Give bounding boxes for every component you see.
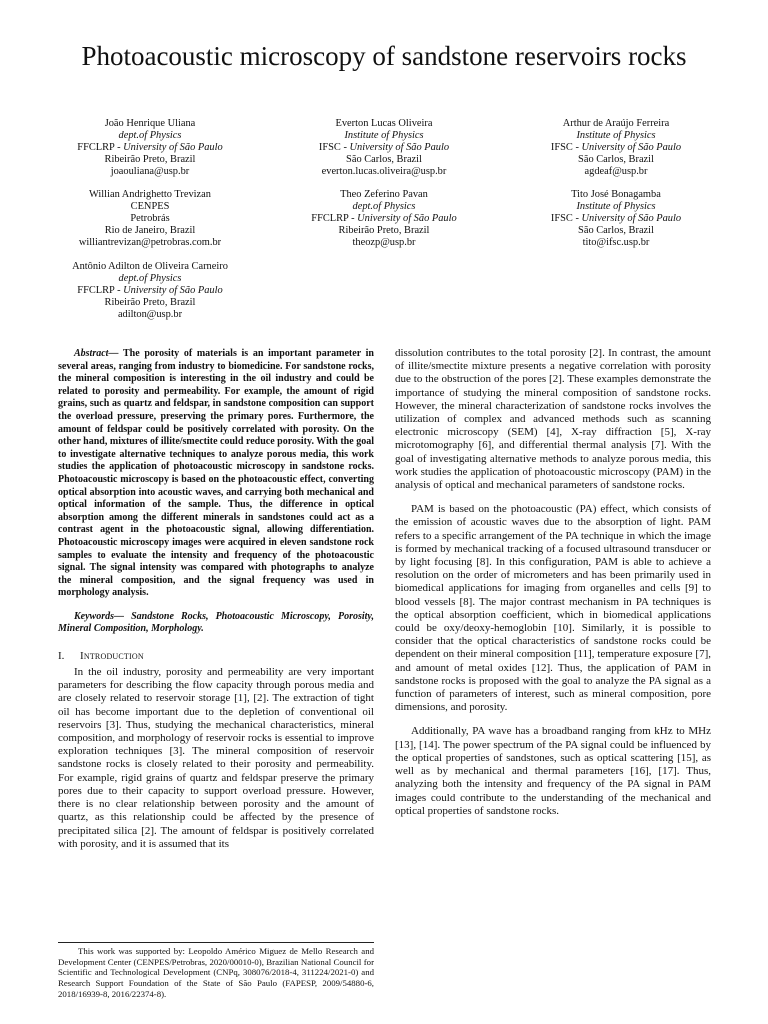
author-affiliation: IFSC - University of São Paulo xyxy=(550,142,682,153)
author-block xyxy=(496,118,736,178)
abstract xyxy=(58,348,374,600)
author-email: theozp@usp.br xyxy=(352,237,416,248)
author-name: Everton Lucas Oliveira xyxy=(335,118,433,129)
author-org: IFSC xyxy=(318,142,341,153)
author-block xyxy=(30,189,270,249)
author-email: adilton@usp.br xyxy=(117,309,183,320)
paper-title: Photoacoustic microscopy of sandstone reservoirs rocks xyxy=(81,41,687,71)
author-dept: dept.of Physics xyxy=(352,201,416,212)
author-email: joaouliana@usp.br xyxy=(110,166,190,177)
author-city: Ribeirão Preto, Brazil xyxy=(104,154,196,165)
author-block xyxy=(496,189,736,249)
author-block xyxy=(264,118,504,178)
author-name: Antônio Adilton de Oliveira Carneiro xyxy=(72,261,228,272)
author-affiliation: FFCLRP - University of São Paulo xyxy=(77,142,223,153)
footnote-divider xyxy=(58,942,374,943)
author-dept: Institute of Physics xyxy=(344,130,424,141)
author-city: Rio de Janeiro, Brazil xyxy=(104,225,196,236)
author-org: IFSC xyxy=(550,213,573,224)
author-email: agdeaf@usp.br xyxy=(584,166,648,177)
body-paragraph: In the oil industry, porosity and permeability are very important parameters for describing the flow capacity through porous media and are closely related to reservoir storage [1], [2]. The extraction of tight oil has become important due to the depletion of conventional oil reservoirs [3]. Thus, studying the mechanical characteristics, mineral composition, and morphology of reservoir rocks is essential to improve exploration techniques [3]. The mineral composition of reservoir sandstone rocks is closely related to their porosity and permeability. For example, rigid grains of quartz and feldspar preserve the primary pores due to their capacity to support overload pressure. However, there is no clear relationship between porosity and the amount of quartz, as this relationship could be affected by the presence of precipitated silica [2]. The amount of feldspar is positively correlated with porosity, and it is assumed that its xyxy=(58,666,374,850)
author-name: João Henrique Uliana xyxy=(104,118,196,129)
author-dept: CENPES xyxy=(130,201,170,212)
author-city: São Carlos, Brazil xyxy=(578,225,654,236)
abstract-label: Abstract— xyxy=(74,348,119,359)
author-block xyxy=(30,261,270,321)
left-column xyxy=(58,348,374,862)
body-paragraph: dissolution contributes to the total porosity [2]. In contrast, the amount of illite/smectite mixture presents a negative correlation with porosity due to the obstruction of the pores [2]. These examples demonstrate the importance of studying the mineral composition of sandstone rocks. However, the mineral characterization of sandstone rocks involves the utilization of complex and advanced methods such as scanning electronic microscopy (SEM) [4], X-ray diffraction [5], X-ray microtomography [6], and differential thermal analysis [7]. With the goal of investigating alternative methods to analyze porous media, this work studies the application of photoacoustic microscopy (PAM) in the analysis of optical and mechanical parameters of sandstone rocks. xyxy=(395,347,711,492)
author-email: everton.lucas.oliveira@usp.br xyxy=(321,166,447,177)
author-block xyxy=(264,189,504,249)
author-univ: University of São Paulo xyxy=(581,213,682,224)
body-paragraph: Additionally, PA wave has a broadband ranging from kHz to MHz [13], [14]. The power spectrum of the PA signal could be influenced by the optical properties of sandstones, such as optical scattering [15], as well as by mechanical and thermal parameters [16], [17]. Thus, analyzing both the intensity and frequency of the PA signal in PAM images could contribute to the understanding of the mechanical and optical properties of sandstone rocks. xyxy=(395,725,711,817)
author-univ: University of São Paulo xyxy=(357,213,457,224)
author-city: Ribeirão Preto, Brazil xyxy=(338,225,430,236)
section-title: Introduction xyxy=(80,650,144,663)
author-block xyxy=(30,118,270,178)
author-dept: Institute of Physics xyxy=(576,201,656,212)
author-email: tito@ifsc.usp.br xyxy=(582,237,650,248)
author-org: FFCLRP xyxy=(311,213,349,224)
keywords: Keywords— Sandstone Rocks, Photoacoustic Microscopy, Porosity, Mineral Composition, Morphology. xyxy=(58,610,374,635)
author-affiliation: IFSC - University of São Paulo xyxy=(550,213,682,224)
author-affiliation: IFSC - University of São Paulo xyxy=(318,142,450,153)
section-heading xyxy=(58,650,374,662)
right-column xyxy=(395,347,711,829)
author-city: São Carlos, Brazil xyxy=(578,154,654,165)
author-dept: dept.of Physics xyxy=(118,130,182,141)
author-dept: dept.of Physics xyxy=(118,273,182,284)
author-city: São Carlos, Brazil xyxy=(346,154,422,165)
author-name: Theo Zeferino Pavan xyxy=(340,189,428,200)
author-affiliation: FFCLRP - University of São Paulo xyxy=(311,213,457,224)
author-univ: University of São Paulo xyxy=(123,285,223,296)
author-city: Ribeirão Preto, Brazil xyxy=(104,297,196,308)
author-name: Arthur de Araújo Ferreira xyxy=(562,118,670,129)
author-org: IFSC xyxy=(550,142,573,153)
body-paragraph: PAM is based on the photoacoustic (PA) effect, which consists of the emission of acoustic waves due to the absorption of light. PAM refers to a specific arrangement of the PA technique in which the image is formed by mechanical tracking of a focused ultrasound transducer or by light focusing [8]. In this configuration, PAM is able to achieve a resolution on the order of micrometers and has been primarily used in biomedical applications for imaging from organelles and cells [9] to blood vessels [8]. The major contrast mechanism in PA techniques is the optical absorption coefficient, which in biomedical applications could be oxy/deoxy-hemoglobin [10]. Similarly, it is possible to consider that the optical characteristics of sandstone rocks could be dependent on their mineral composition [11], temperature exposure [7], and amount of metal oxides [12]. Thus, the application of PAM in sandstone rocks is proposed with the goal to analyze the PA signal as a function of parameters of interest, such as mineral composition, pore dimensions, and porosity. xyxy=(395,503,711,714)
author-org: FFCLRP xyxy=(77,142,115,153)
author-org: Petrobrás xyxy=(130,213,170,224)
author-univ: University of São Paulo xyxy=(349,142,450,153)
footnote: This work was supported by: Leopoldo Américo Miguez de Mello Research and Development Center (CENPES/Petrobras, 2020/00010-0), Brazilian National Council for Scientific and Technological Development (CNPq, 308076/2018-4, 311224/2021-0) and Research Support Foundation of the State of São Paulo (FAPESP, 2009/54880-6, 2018/16939-8, 2016/22374-8). xyxy=(58,946,374,999)
author-name: Tito José Bonagamba xyxy=(571,189,661,200)
section-number: I. xyxy=(58,650,65,663)
author-affiliation: FFCLRP - University of São Paulo xyxy=(77,285,223,296)
author-dept: Institute of Physics xyxy=(576,130,656,141)
author-name: Willian Andrighetto Trevizan xyxy=(89,189,211,200)
abstract-text: The porosity of materials is an important parameter in several areas, ranging from industry to biomedicine. For sandstone rocks, the mineral composition is interesting in the oil industry and could be related to porosity and permeability. For example, the amount of rigid grains, such as quartz and feldspar, in sandstone composition can support the overload pressure, preserving the primary pores. Furthermore, the amount of feldspar could be positively correlated with porosity. On the other hand, mixtures of illite/smectite could reduce porosity. With the goal to investigate alternative techniques to analyze porous media, this work studies the application of photoacoustic microscopy in sandstone rocks. Photoacoustic microscopy is based on the photoacoustic effect, converting optical absorption into acoustic waves, and carrying both mechanical and optical information of the sample. Thus, the difference in optical absorption among the different minerals in sandstones could act as a contrast agent in the photoacoustic signal, allowing differentiation. Photoacoustic microscopy images were acquired in eleven sandstone rock samples to evaluate the intensity and frequency of the photoacoustic signal. The signal intensity was compared with photographs to analyze the mineral composition, and the signal frequency was used in morphology analysis. xyxy=(58,348,374,599)
author-univ: University of São Paulo xyxy=(123,142,223,153)
author-univ: University of São Paulo xyxy=(581,142,682,153)
author-org: FFCLRP xyxy=(77,285,115,296)
author-email: williantrevizan@petrobras.com.br xyxy=(78,237,222,248)
